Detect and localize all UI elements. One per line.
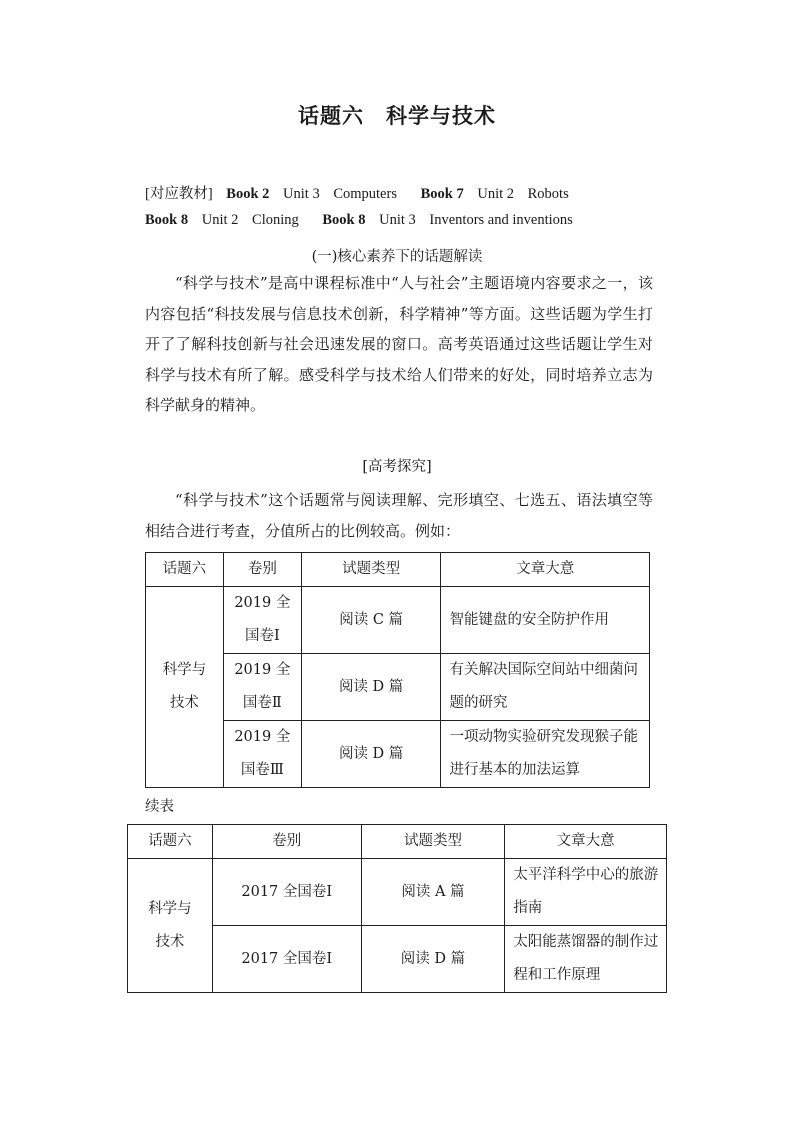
paper-cell: 2017 全国卷Ⅰ xyxy=(212,926,361,993)
header-cell: 文章大意 xyxy=(505,825,667,859)
table-row xyxy=(146,587,650,654)
unit-topic: Robots xyxy=(527,186,569,202)
header-cell: 卷别 xyxy=(212,825,361,859)
summary-cell: 智能键盘的安全防护作用 xyxy=(441,587,650,654)
topic-cell: 科学与技术 xyxy=(128,859,213,993)
topic-interpretation-paragraph: “科学与技术”是高中课程标准中“人与社会”主题语境内容要求之一，该内容包括“科技发展与信息技术创新，科学精神”等方面。这些话题为学生打开了了解科技创新与社会迅速发展的窗口。高考英语通过这些话题让学生对科学与技术有所了解。感受科学与技术给人们带来的好处，同时培养立志为科学献身的精神。 xyxy=(145,274,653,414)
summary-cell: 太阳能蒸馏器的制作过程和工作原理 xyxy=(505,926,667,993)
exam-exploration-heading: [高考探究] xyxy=(362,459,432,475)
header-cell: 试题类型 xyxy=(301,553,441,587)
unit-ref: Unit 2 xyxy=(201,212,239,228)
textbook-line-1 xyxy=(145,182,569,203)
header-cell: 卷别 xyxy=(223,553,301,587)
header-cell: 话题六 xyxy=(146,553,224,587)
summary-cell: 一项动物实验研究发现猴子能进行基本的加法运算 xyxy=(441,721,650,788)
title-topic-number: 话题六 xyxy=(298,103,364,128)
exam-table-1 xyxy=(145,552,650,788)
continued-table-label: 续表 xyxy=(145,799,174,815)
title-topic-name: 科学与技术 xyxy=(386,103,496,128)
header-cell: 试题类型 xyxy=(361,825,505,859)
header-cell: 话题六 xyxy=(128,825,213,859)
type-cell: 阅读 C 篇 xyxy=(301,587,441,654)
paper-cell: 2019 全国卷Ⅱ xyxy=(223,654,301,721)
exam-exploration-paragraph: “科学与技术”这个话题常与阅读理解、完形填空、七选五、语法填空等相结合进行考查，分值所占的比例较高。例如： xyxy=(145,491,653,540)
type-cell: 阅读 A 篇 xyxy=(361,859,505,926)
textbook-line-2 xyxy=(145,212,573,229)
unit-topic: Inventors and inventions xyxy=(429,212,573,228)
type-cell: 阅读 D 篇 xyxy=(361,926,505,993)
table-header-row xyxy=(128,825,667,859)
unit-ref: Unit 3 xyxy=(283,186,320,202)
book-ref: Book 8 xyxy=(145,212,189,228)
header-cell: 文章大意 xyxy=(441,553,650,587)
book-ref: Book 2 xyxy=(226,186,270,202)
summary-cell: 有关解决国际空间站中细菌问题的研究 xyxy=(441,654,650,721)
summary-cell: 太平洋科学中心的旅游指南 xyxy=(505,859,667,926)
type-cell: 阅读 D 篇 xyxy=(301,654,441,721)
exam-table-2 xyxy=(127,824,667,993)
section-subheading: (一)核心素养下的话题解读 xyxy=(311,249,483,265)
page-title xyxy=(0,100,794,130)
table-header-row xyxy=(146,553,650,587)
book-ref: Book 7 xyxy=(420,186,464,202)
paper-cell: 2019 全国卷Ⅲ xyxy=(223,721,301,788)
table-row xyxy=(128,859,667,926)
book-ref: Book 8 xyxy=(322,212,366,228)
unit-topic: Computers xyxy=(333,186,397,202)
textbook-label: [对应教材] xyxy=(145,186,213,202)
type-cell: 阅读 D 篇 xyxy=(301,721,441,788)
unit-ref: Unit 2 xyxy=(477,186,514,202)
paper-cell: 2019 全国卷Ⅰ xyxy=(223,587,301,654)
paper-cell: 2017 全国卷Ⅰ xyxy=(212,859,361,926)
unit-topic: Cloning xyxy=(252,212,299,228)
unit-ref: Unit 3 xyxy=(379,212,416,228)
topic-cell: 科学与技术 xyxy=(146,587,224,788)
